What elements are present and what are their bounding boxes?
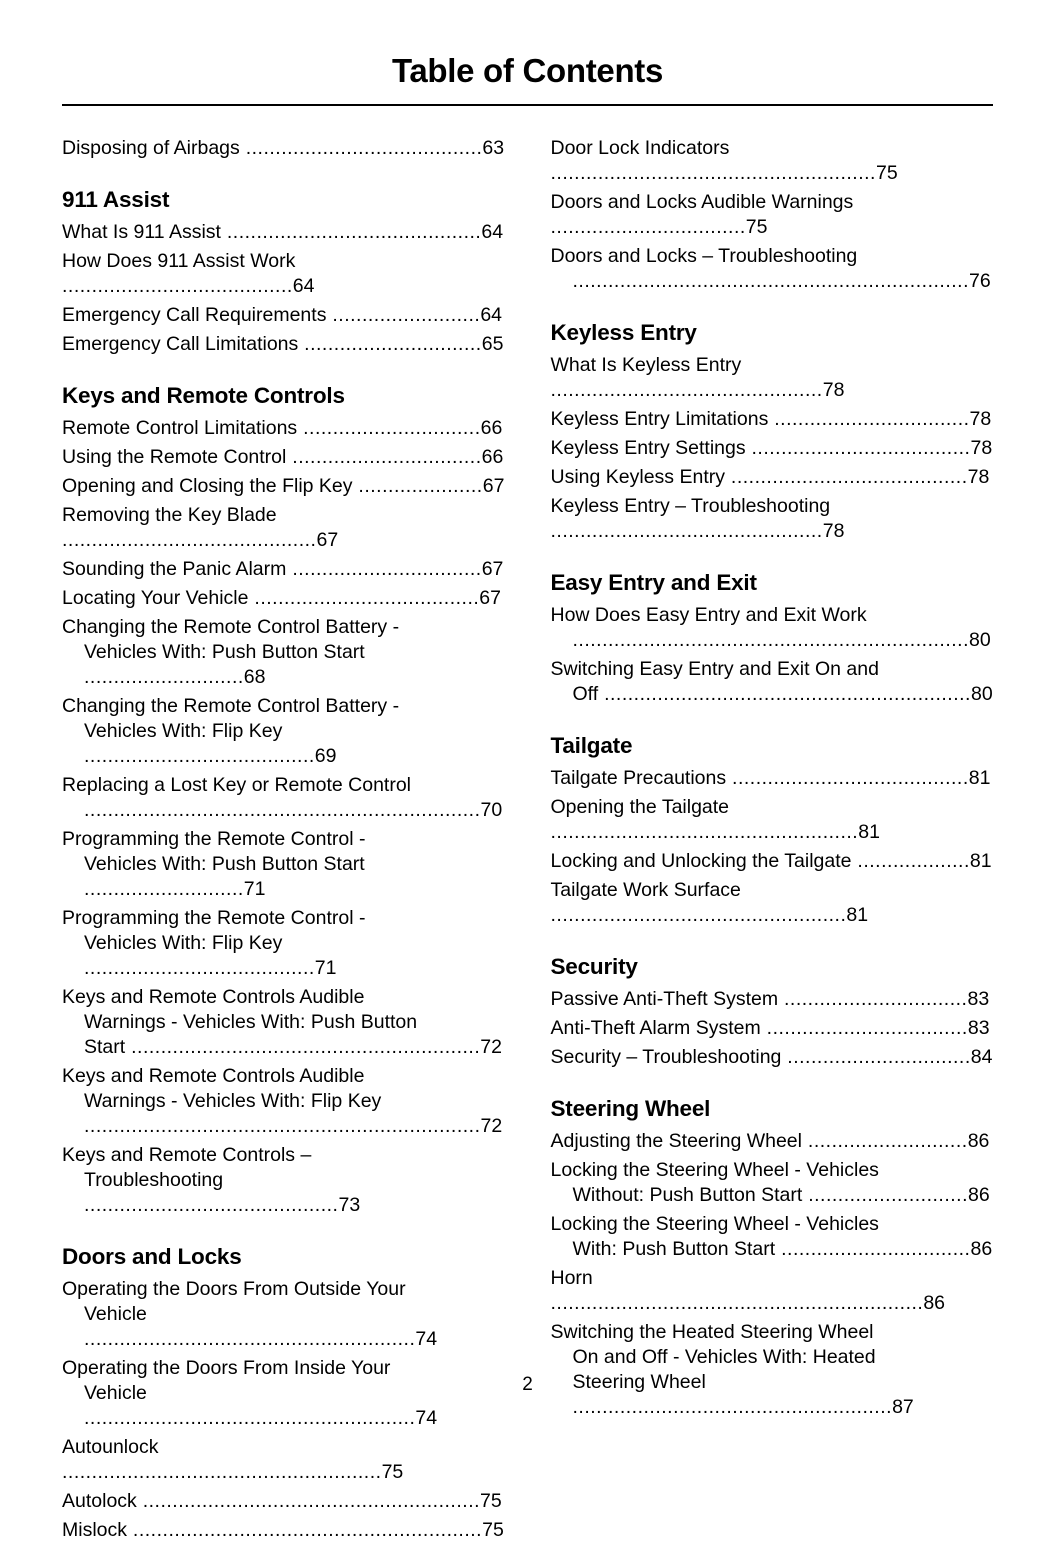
leader-dots: ...................................... bbox=[248, 587, 480, 609]
leader-dots: ................................ bbox=[775, 1238, 971, 1260]
toc-entry-label: Operating the Doors From Inside Your bbox=[62, 1357, 391, 1379]
toc-entry-label: Keys and Remote Controls Audible bbox=[62, 1065, 365, 1087]
leader-dots: ........................................... bbox=[220, 221, 482, 243]
toc-entry-label: Keys and Remote Controls – bbox=[62, 1144, 312, 1166]
toc-page-number: 71 bbox=[314, 957, 337, 979]
toc-page-number: 69 bbox=[314, 745, 337, 767]
toc-entry-label: Vehicles With: Push Button Start bbox=[84, 853, 365, 875]
leader-dots: .............................................................. bbox=[598, 683, 971, 705]
toc-entry[interactable] bbox=[551, 190, 994, 240]
leader-dots: .............................................. bbox=[550, 379, 823, 401]
toc-entry-label: Horn bbox=[550, 1267, 593, 1289]
toc-page-number: 72 bbox=[480, 1115, 503, 1137]
toc-entry-label: Emergency Call Limitations bbox=[62, 333, 299, 355]
toc-entry-label: What Is Keyless Entry bbox=[550, 354, 742, 376]
toc-page-number: 67 bbox=[482, 475, 505, 497]
toc-entry-label: Remote Control Limitations bbox=[62, 417, 298, 439]
toc-entry-label: Vehicle bbox=[84, 1382, 147, 1404]
toc-entry-label: Vehicles With: Flip Key bbox=[84, 932, 283, 954]
toc-entry[interactable] bbox=[62, 1277, 505, 1352]
leader-dots: ......................................................... bbox=[136, 1490, 481, 1512]
toc-page-number: 71 bbox=[243, 878, 266, 900]
leader-dots: ..................................... bbox=[745, 437, 971, 459]
section-heading: Doors and Locks bbox=[62, 1244, 242, 1269]
toc-entry[interactable] bbox=[62, 503, 505, 553]
toc-page-number: 75 bbox=[381, 1461, 404, 1483]
toc-page-number: 72 bbox=[480, 1036, 502, 1058]
leader-dots: ........................................ bbox=[724, 466, 968, 488]
toc-entry-label: With: Push Button Start bbox=[572, 1238, 776, 1260]
toc-entry-label: Switching Easy Entry and Exit On and bbox=[550, 658, 879, 680]
toc-entry-label: Tailgate Precautions bbox=[550, 767, 727, 789]
leader-dots: ........................... bbox=[801, 1130, 968, 1152]
leader-dots: ............................................................... bbox=[550, 1292, 924, 1314]
toc-page-number: 75 bbox=[875, 162, 898, 184]
toc-entry-label: Emergency Call Requirements bbox=[62, 304, 327, 326]
toc-entry[interactable] bbox=[62, 303, 505, 328]
toc-entry[interactable] bbox=[551, 136, 994, 186]
toc-entry-label: Autolock bbox=[62, 1490, 137, 1512]
toc-entry[interactable] bbox=[62, 1435, 505, 1485]
leader-dots: ........................................................... bbox=[125, 1036, 481, 1058]
toc-entry-label: Removing the Key Blade bbox=[62, 504, 277, 526]
toc-entry[interactable] bbox=[62, 1064, 505, 1139]
leader-dots: ............................... bbox=[778, 988, 968, 1010]
toc-entry-label: Locking the Steering Wheel - Vehicles bbox=[550, 1159, 879, 1181]
toc-entry-label: Doors and Locks Audible Warnings bbox=[550, 191, 854, 213]
toc-entry-label: Using Keyless Entry bbox=[550, 466, 725, 488]
leader-dots: ........................... bbox=[802, 1184, 968, 1206]
toc-entry[interactable] bbox=[62, 1489, 505, 1514]
toc-entry-label: Changing the Remote Control Battery - bbox=[62, 616, 400, 638]
toc-entry-label: Start bbox=[84, 1036, 126, 1058]
toc-page-number: 63 bbox=[482, 137, 505, 159]
leader-dots: .................................................. bbox=[550, 904, 847, 926]
toc-entry-label: Opening and Closing the Flip Key bbox=[62, 475, 353, 497]
leader-dots: ........................................... bbox=[84, 1194, 339, 1216]
leader-dots: ................................................................... bbox=[572, 270, 969, 292]
toc-page-number: 78 bbox=[822, 379, 845, 401]
toc-entry-label: Keyless Entry Limitations bbox=[550, 408, 769, 430]
leader-dots: ........................................ bbox=[726, 767, 969, 789]
leader-dots: ........................... bbox=[84, 878, 244, 900]
toc-page-number: 86 bbox=[968, 1184, 990, 1206]
toc-entry[interactable] bbox=[551, 436, 994, 461]
leader-dots: ................................................................... bbox=[84, 799, 481, 821]
toc-entry[interactable] bbox=[551, 849, 994, 874]
toc-entry[interactable] bbox=[62, 694, 505, 769]
toc-page-number: 81 bbox=[846, 904, 869, 926]
section-heading: Steering Wheel bbox=[550, 1096, 711, 1121]
toc-entry-label: Troubleshooting bbox=[84, 1169, 224, 1191]
toc-entry-label: Keyless Entry Settings bbox=[550, 437, 746, 459]
toc-entry[interactable] bbox=[551, 1016, 994, 1041]
toc-page-number: 84 bbox=[970, 1046, 993, 1068]
toc-columns bbox=[62, 136, 993, 1547]
toc-entry-label: Disposing of Airbags bbox=[62, 137, 240, 159]
leader-dots: ............................... bbox=[781, 1046, 971, 1068]
section-heading: Tailgate bbox=[550, 733, 633, 758]
leader-dots: ........................................ bbox=[239, 137, 483, 159]
section-heading: Security bbox=[550, 954, 638, 979]
toc-entry[interactable] bbox=[551, 795, 994, 845]
toc-entry[interactable] bbox=[551, 1045, 994, 1070]
toc-entry-label: Locking and Unlocking the Tailgate bbox=[550, 850, 852, 872]
toc-entry[interactable] bbox=[62, 445, 505, 470]
toc-page-number: 78 bbox=[970, 437, 993, 459]
leader-dots: .............................................. bbox=[550, 520, 823, 542]
toc-page-number: 74 bbox=[415, 1328, 438, 1350]
toc-entry[interactable] bbox=[62, 474, 505, 499]
toc-page-number: 67 bbox=[479, 587, 501, 609]
toc-page-number: 83 bbox=[967, 1017, 990, 1039]
toc-page-number: 74 bbox=[415, 1407, 438, 1429]
leader-dots: ................................. bbox=[768, 408, 970, 430]
toc-entry[interactable] bbox=[551, 987, 994, 1012]
toc-page-number: 66 bbox=[480, 417, 503, 439]
page-number: 2 bbox=[522, 1374, 533, 1395]
toc-entry[interactable] bbox=[551, 1320, 994, 1420]
leader-dots: ....................................................... bbox=[550, 162, 876, 184]
toc-entry-label: Vehicles With: Push Button Start bbox=[84, 641, 365, 663]
toc-entry[interactable] bbox=[551, 407, 994, 432]
toc-entry[interactable] bbox=[551, 465, 994, 490]
leader-dots: ................................................................... bbox=[572, 629, 969, 651]
title-divider bbox=[62, 104, 993, 106]
leader-dots: ................................ bbox=[286, 558, 482, 580]
toc-page-number: 86 bbox=[970, 1238, 993, 1260]
toc-page-number: 75 bbox=[745, 216, 768, 238]
toc-entry[interactable] bbox=[62, 1143, 505, 1218]
toc-page-number: 81 bbox=[969, 850, 992, 872]
toc-entry[interactable] bbox=[551, 878, 994, 928]
toc-page-number: 65 bbox=[481, 333, 504, 355]
toc-entry[interactable] bbox=[551, 494, 994, 544]
toc-entry[interactable] bbox=[62, 1518, 505, 1543]
toc-entry[interactable] bbox=[62, 220, 505, 245]
toc-page-number: 76 bbox=[969, 270, 991, 292]
leader-dots: ...................................................... bbox=[572, 1396, 893, 1418]
toc-entry-label: Anti-Theft Alarm System bbox=[550, 1017, 761, 1039]
toc-page-number: 70 bbox=[480, 799, 503, 821]
toc-entry-label: Locating Your Vehicle bbox=[62, 587, 249, 609]
toc-page-number: 78 bbox=[967, 466, 990, 488]
toc-entry[interactable] bbox=[551, 766, 994, 791]
toc-entry-label: Mislock bbox=[62, 1519, 128, 1541]
leader-dots: .............................. bbox=[297, 417, 481, 439]
toc-page-number: 80 bbox=[969, 629, 991, 651]
leader-dots: ...................................................... bbox=[62, 1461, 382, 1483]
leader-dots: ........................................... bbox=[62, 529, 317, 551]
toc-entry-label: Opening the Tailgate bbox=[550, 796, 730, 818]
section-heading: Keyless Entry bbox=[550, 320, 697, 345]
toc-entry-label: Off bbox=[572, 683, 599, 705]
section-heading: 911 Assist bbox=[62, 187, 170, 212]
toc-page-number: 64 bbox=[292, 275, 315, 297]
toc-entry-label: Without: Push Button Start bbox=[572, 1184, 803, 1206]
toc-entry-label: Passive Anti-Theft System bbox=[550, 988, 779, 1010]
toc-entry-label: Programming the Remote Control - bbox=[62, 828, 366, 850]
toc-entry-label: Tailgate Work Surface bbox=[550, 879, 741, 901]
toc-entry-label: Using the Remote Control bbox=[62, 446, 287, 468]
leader-dots: ....................................... bbox=[84, 745, 315, 767]
leader-dots: ....................................... bbox=[62, 275, 293, 297]
toc-page-number: 86 bbox=[923, 1292, 946, 1314]
toc-entry-label: Adjusting the Steering Wheel bbox=[550, 1130, 802, 1152]
toc-page-number: 64 bbox=[481, 221, 504, 243]
toc-entry-label: Doors and Locks – Troubleshooting bbox=[550, 245, 858, 267]
leader-dots: .............................. bbox=[298, 333, 482, 355]
toc-page-number: 87 bbox=[892, 1396, 914, 1418]
toc-entry-label: Vehicles With: Flip Key bbox=[84, 720, 283, 742]
toc-page-number: 68 bbox=[243, 666, 266, 688]
toc-entry-label: Keys and Remote Controls Audible bbox=[62, 986, 365, 1008]
toc-page-number: 78 bbox=[969, 408, 992, 430]
toc-entry-label: Operating the Doors From Outside Your bbox=[62, 1278, 406, 1300]
toc-page-number: 75 bbox=[480, 1490, 502, 1512]
toc-page-number: 66 bbox=[481, 446, 504, 468]
toc-entry-label: Programming the Remote Control - bbox=[62, 907, 366, 929]
leader-dots: ..................... bbox=[352, 475, 483, 497]
toc-entry-label: Keyless Entry – Troubleshooting bbox=[550, 495, 831, 517]
leader-dots: ........................................................ bbox=[84, 1328, 416, 1350]
toc-entry[interactable] bbox=[551, 657, 994, 707]
toc-entry-label: Steering Wheel bbox=[572, 1371, 706, 1393]
toc-entry-label: Locking the Steering Wheel - Vehicles bbox=[550, 1213, 879, 1235]
toc-entry[interactable] bbox=[551, 603, 994, 653]
toc-entry-label: Switching the Heated Steering Wheel bbox=[550, 1321, 874, 1343]
toc-entry-label: Replacing a Lost Key or Remote Control bbox=[62, 774, 412, 796]
toc-entry[interactable] bbox=[62, 827, 505, 902]
leader-dots: ........................................................... bbox=[127, 1519, 483, 1541]
toc-page-number: 75 bbox=[482, 1519, 504, 1541]
toc-entry-label: Vehicle bbox=[84, 1303, 147, 1325]
page-title: Table of Contents bbox=[391, 52, 664, 89]
section-heading: Keys and Remote Controls bbox=[62, 383, 345, 408]
toc-entry[interactable] bbox=[62, 906, 505, 981]
toc-entry[interactable] bbox=[62, 249, 505, 299]
toc-left-column bbox=[62, 136, 505, 1547]
toc-entry[interactable] bbox=[62, 586, 505, 611]
toc-entry[interactable] bbox=[62, 332, 505, 357]
toc-entry[interactable] bbox=[551, 1266, 994, 1316]
toc-entry[interactable] bbox=[62, 416, 505, 441]
toc-page-number: 81 bbox=[968, 767, 991, 789]
toc-entry-label: Security – Troubleshooting bbox=[550, 1046, 782, 1068]
toc-entry[interactable] bbox=[551, 353, 994, 403]
toc-entry[interactable] bbox=[551, 244, 994, 294]
toc-page-number: 83 bbox=[967, 988, 990, 1010]
toc-entry[interactable] bbox=[62, 773, 505, 823]
toc-entry-label: How Does Easy Entry and Exit Work bbox=[550, 604, 867, 626]
toc-entry-label: On and Off - Vehicles With: Heated bbox=[572, 1346, 876, 1368]
toc-page-number: 67 bbox=[481, 558, 504, 580]
toc-entry-label: Warnings - Vehicles With: Flip Key bbox=[84, 1090, 382, 1112]
toc-entry[interactable] bbox=[551, 1212, 994, 1262]
leader-dots: ................... bbox=[851, 850, 970, 872]
leader-dots: ........................................................ bbox=[84, 1407, 416, 1429]
toc-entry-label: Changing the Remote Control Battery - bbox=[62, 695, 400, 717]
toc-page-number: 81 bbox=[858, 821, 880, 843]
leader-dots: ................................. bbox=[550, 216, 746, 238]
toc-entry-label: Door Lock Indicators bbox=[550, 137, 730, 159]
toc-entry-label: What Is 911 Assist bbox=[62, 221, 221, 243]
toc-entry[interactable] bbox=[551, 1158, 994, 1208]
leader-dots: .................................................... bbox=[550, 821, 859, 843]
toc-page-number: 64 bbox=[480, 304, 503, 326]
leader-dots: ........................... bbox=[84, 666, 244, 688]
toc-entry-label: Warnings - Vehicles With: Push Button bbox=[84, 1011, 418, 1033]
toc-page-number: 73 bbox=[338, 1194, 361, 1216]
leader-dots: ......................... bbox=[326, 304, 481, 326]
toc-entry[interactable] bbox=[62, 615, 505, 690]
leader-dots: ....................................... bbox=[84, 957, 315, 979]
toc-page-number: 67 bbox=[316, 529, 339, 551]
toc-page-number: 78 bbox=[822, 520, 845, 542]
toc-entry-label: Sounding the Panic Alarm bbox=[62, 558, 287, 580]
toc-entry[interactable] bbox=[62, 136, 505, 161]
toc-page-number: 86 bbox=[967, 1130, 990, 1152]
section-heading: Easy Entry and Exit bbox=[550, 570, 757, 595]
toc-entry[interactable] bbox=[551, 1129, 994, 1154]
toc-right-column bbox=[551, 136, 994, 1424]
leader-dots: ................................ bbox=[286, 446, 482, 468]
leader-dots: ................................................................... bbox=[84, 1115, 481, 1137]
toc-entry-label: Autounlock bbox=[62, 1436, 159, 1458]
toc-entry-label: How Does 911 Assist Work bbox=[62, 250, 296, 272]
leader-dots: .................................. bbox=[760, 1017, 968, 1039]
toc-page-number: 80 bbox=[970, 683, 993, 705]
toc-entry[interactable] bbox=[62, 985, 505, 1060]
toc-entry[interactable] bbox=[62, 557, 505, 582]
